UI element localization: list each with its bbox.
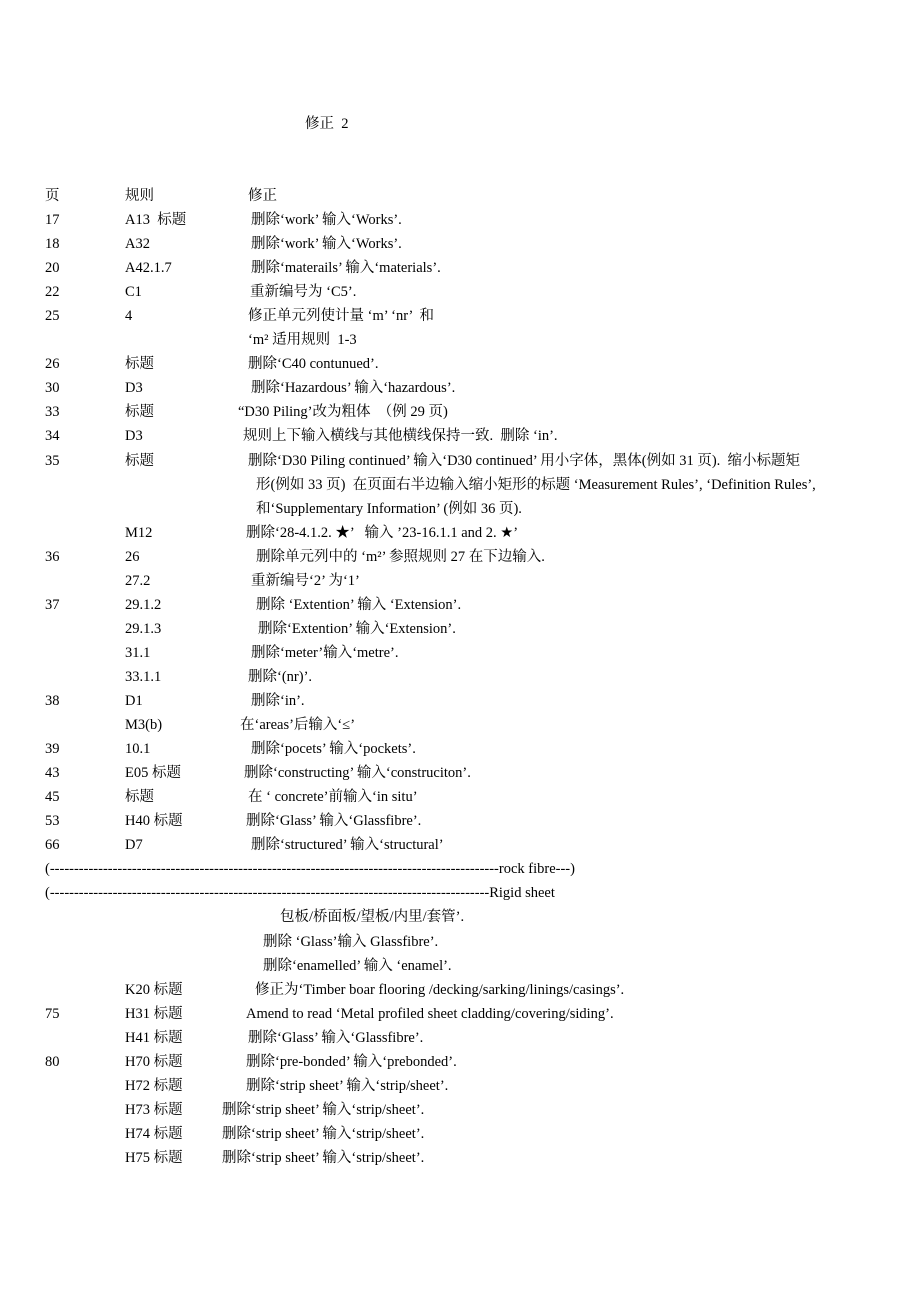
correction-text: 删除 ‘Extention’ 输入 ‘Extension’.	[256, 596, 462, 613]
correction-text: 修正为‘Timber boar flooring /decking/sarking/linings/casings’.	[255, 981, 625, 998]
rule-id: H41 标题	[125, 1029, 183, 1046]
correction-text: 形(例如 33 页) 在页面右半边输入缩小矩形的标题 ‘Measurement Rules’, ‘Definition Rules’,	[256, 476, 816, 493]
correction-text: 删除‘pocets’ 输入‘pockets’.	[251, 741, 416, 758]
correction-text: 删除‘(nr)’.	[248, 668, 313, 685]
rule-id: M12	[125, 524, 153, 541]
correction-text: 删除‘Glass’ 输入‘Glassfibre’.	[246, 813, 422, 830]
correction-text: 修正单元列使计量 ‘m’ ‘nr’ 和	[248, 308, 435, 325]
correction-text: (---------------------------------------------------------------------------------------------rock fibre---)	[45, 861, 575, 878]
page-number: 45	[45, 789, 60, 806]
header-rule: 规则	[125, 188, 154, 204]
correction-text: 删除‘work’ 输入‘Works’.	[251, 212, 402, 228]
correction-text: 删除‘work’ 输入‘Works’.	[251, 236, 402, 253]
page-number: 39	[45, 741, 60, 758]
correction-text: 删除‘Hazardous’ 输入‘hazardous’.	[251, 380, 456, 397]
rule-id: K20 标题	[125, 981, 183, 998]
page-number: 20	[45, 260, 60, 277]
correction-text: 删除单元列中的 ‘m²’ 参照规则 27 在下边输入.	[256, 548, 545, 565]
rule-id: 4	[125, 308, 133, 325]
page-number: 35	[45, 452, 60, 469]
page-number: 33	[45, 404, 60, 421]
page-number: 26	[45, 356, 60, 373]
rule-id: H70 标题	[125, 1053, 183, 1070]
correction-text: 删除‘strip sheet’ 输入‘strip/sheet’.	[222, 1149, 425, 1166]
rule-id: 29.1.2	[125, 596, 162, 613]
rule-id: H73 标题	[125, 1101, 183, 1118]
rule-id: 26	[125, 548, 140, 565]
correction-text: 删除‘constructing’ 输入‘construciton’.	[244, 765, 471, 782]
page-number: 18	[45, 236, 60, 253]
rule-id: 33.1.1	[125, 668, 162, 685]
correction-text: 删除‘materails’ 输入‘materials’.	[251, 260, 441, 277]
rule-id: A13 标题	[125, 212, 187, 228]
correction-text: 规则上下输入横线与其他横线保持一致. 删除 ‘in’.	[243, 428, 558, 445]
header-correction: 修正	[248, 188, 277, 204]
rule-id: A32	[125, 236, 150, 253]
document-title: 修正 2	[305, 116, 349, 132]
rule-id: 标题	[125, 404, 154, 421]
page-number: 66	[45, 837, 60, 854]
rule-id: E05 标题	[125, 765, 181, 782]
page-number: 43	[45, 765, 60, 782]
correction-text: 在 ‘ concrete’前输入‘in situ’	[248, 789, 418, 806]
correction-text: 删除‘meter’输入‘metre’.	[251, 644, 399, 661]
correction-text: 删除‘D30 Piling continued’ 输入‘D30 continued’ 用小字体，黑体(例如 31 页). 缩小标题矩	[248, 452, 801, 469]
page-number: 37	[45, 596, 60, 613]
correction-text: ‘m² 适用规则 1-3	[248, 332, 357, 349]
correction-text: Amend to read ‘Metal profiled sheet cladding/covering/siding’.	[246, 1005, 614, 1022]
page-number: 38	[45, 693, 60, 709]
correction-text: “D30 Piling’改为粗体 （例 29 页)	[238, 404, 448, 421]
correction-text: 删除‘Extention’ 输入‘Extension’.	[258, 620, 456, 637]
rule-id: 10.1	[125, 741, 151, 758]
page-number: 30	[45, 380, 60, 397]
correction-text: (-------------------------------------------------------------------------------------------Rigid sheet	[45, 885, 555, 902]
header-page: 页	[45, 188, 60, 204]
rule-id: D7	[125, 837, 143, 854]
rule-id: H75 标题	[125, 1149, 183, 1166]
page-number: 25	[45, 308, 60, 325]
rule-id: H40 标题	[125, 813, 183, 830]
rule-id: D1	[125, 693, 143, 709]
correction-text: 删除‘in’.	[251, 693, 305, 709]
rule-id: C1	[125, 284, 142, 301]
rule-id: 标题	[125, 356, 154, 373]
correction-text: 删除‘C40 contunued’.	[248, 356, 379, 373]
rule-id: D3	[125, 380, 143, 397]
rule-id: 29.1.3	[125, 620, 162, 637]
page-number: 36	[45, 548, 60, 565]
correction-text: 和‘Supplementary Information’ (例如 36 页).	[256, 500, 522, 517]
correction-text: 删除‘strip sheet’ 输入‘strip/sheet’.	[222, 1125, 425, 1142]
correction-text: 删除‘strip sheet’ 输入‘strip/sheet’.	[222, 1101, 425, 1118]
rule-id: D3	[125, 428, 143, 445]
page-number: 53	[45, 813, 60, 830]
rule-id: 31.1	[125, 644, 151, 661]
page-number: 17	[45, 212, 60, 228]
correction-text: 删除‘enamelled’ 输入 ‘enamel’.	[263, 957, 452, 974]
rule-id: 标题	[125, 452, 154, 469]
correction-text: 删除‘pre-bonded’ 输入‘prebonded’.	[246, 1053, 457, 1070]
page-number: 80	[45, 1053, 60, 1070]
rule-id: 标题	[125, 789, 154, 806]
correction-text: 删除‘structured’ 输入‘structural’	[251, 837, 444, 854]
rule-id: H31 标题	[125, 1005, 183, 1022]
correction-text: 包板/桥面板/望板/内里/套管’.	[280, 909, 465, 926]
rule-id: A42.1.7	[125, 260, 172, 277]
correction-text: 删除‘28-4.1.2. ★’ 输入 ’23-16.1.1 and 2. ★’	[246, 524, 519, 541]
page-number: 75	[45, 1005, 60, 1022]
rule-id: M3(b)	[125, 717, 163, 734]
rule-id: H74 标题	[125, 1125, 183, 1142]
rule-id: 27.2	[125, 572, 151, 589]
correction-text: 在‘areas’后输入‘≤’	[240, 717, 356, 734]
page-number: 34	[45, 428, 60, 445]
page-number: 22	[45, 284, 60, 301]
correction-text: 删除 ‘Glass’输入 Glassfibre’.	[263, 933, 439, 950]
correction-text: 重新编号为 ‘C5’.	[250, 284, 357, 301]
correction-text: 重新编号‘2’ 为‘1’	[251, 572, 360, 589]
rule-id: H72 标题	[125, 1077, 183, 1094]
correction-text: 删除‘Glass’ 输入‘Glassfibre’.	[248, 1029, 424, 1046]
correction-text: 删除‘strip sheet’ 输入‘strip/sheet’.	[246, 1077, 449, 1094]
